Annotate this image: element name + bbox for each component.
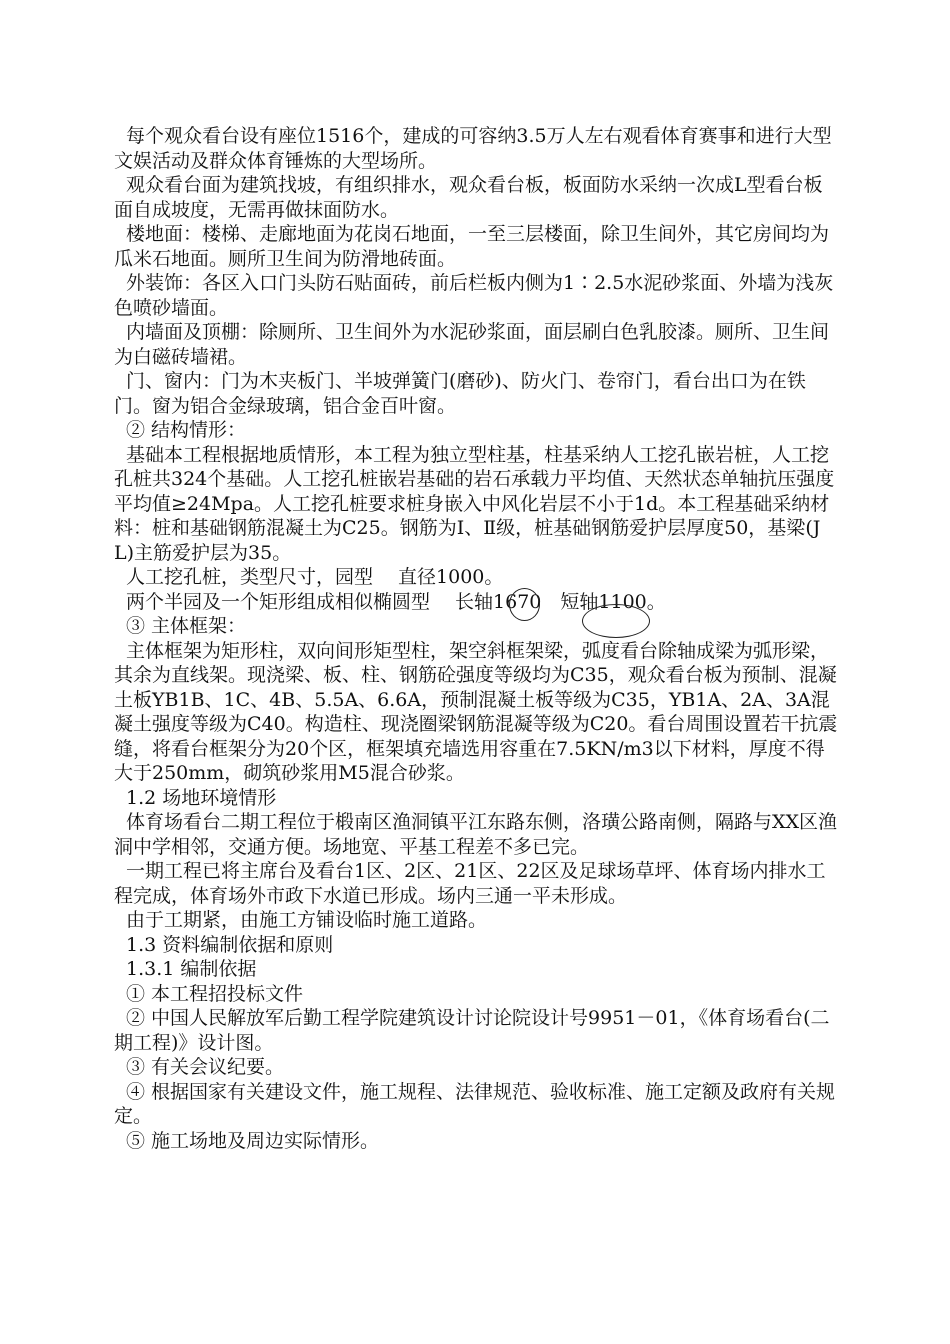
paragraph-seating: 每个观众看台设有座位1516个，建成的可容纳3.5万人左右观看体育赛事和进行大型文娱活动及群众体育锤炼的大型场所。: [114, 125, 832, 172]
paragraph-phase-one: 一期工程已将主席台及看台1区、2区、21区、22区及足球场草坪、体育场内排水工程完成，体育场外市政下水道已形成。场内三通一平未形成。: [114, 860, 826, 907]
heading-main-frame: ③ 主体框架：: [126, 615, 247, 637]
paragraph-site-location: 体育场看台二期工程位于椴南区渔洞镇平江东路东侧，洛璜公路南侧，隔路与XX区渔洞中学相邻，交通方便。场地宽、平基工程差不多已完。: [114, 811, 838, 858]
document-body: [114, 124, 839, 1153]
paragraph-pile-round: 人工挖孔桩，类型尺寸，园型 直径1000。: [126, 566, 504, 588]
list-item-design-drawings: ② 中国人民解放军后勤工程学院建筑设计讨论院设计号9951－01，《体育场看台(二期工程)》设计图。: [114, 1007, 830, 1054]
paragraph-main-frame: 主体框架为矩形柱，双向间形矩型柱，架空斜框架梁，弧度看台除轴成梁为弧形梁，其余为直线架。现浇梁、板、柱、钢筋砼强度等级均为C35，观众看台板为预制、混凝土板YB1B、1C、4B、5.5A、6.6A，预制混凝土板等级为C35，YB1A、2A、3A混凝土强度等级为C40。构造柱、现浇圈梁钢筋混凝等级为C20。看台周围设置若干抗震缝，将看台框架分为20个区，框架填充墙选用容重在7.5KN/m3以下材料，厚度不得大于250mm，砌筑砂浆用M5混合砂浆。: [114, 639, 838, 784]
paragraph-exterior-finish: 外装饰：各区入口门头防石贴面砖，前后栏板内侧为1∶2.5水泥砂浆面、外墙为浅灰色喷砂墙面。: [114, 272, 834, 319]
round-pile-outline-shape: [509, 588, 540, 621]
paragraph-pile-oval: 两个半园及一个矩形组成相似椭圆型 长轴1670 短轴1100。: [126, 590, 666, 613]
heading-compilation-basis: 1.3 资料编制依据和原则: [126, 933, 334, 956]
paragraph-floor: 楼地面：楼梯、走廊地面为花岗石地面，一至三层楼面，除卫生间外，其它房间均为瓜米石地面。厕所卫生间为防滑地砖面。: [114, 223, 830, 270]
list-item-site-conditions: ⑤ 施工场地及周边实际情形。: [126, 1129, 380, 1152]
paragraph-stand-surface: 观众看台面为建筑找坡，有组织排水，观众看台板，板面防水采纳一次成L型看台板面自成坡度，无需再做抹面防水。: [114, 174, 823, 221]
heading-basis: 1.3.1 编制依据: [126, 958, 257, 980]
list-item-bidding: ① 本工程招投标文件: [126, 982, 304, 1005]
paragraph-interior-finish: 内墙面及顶棚：除厕所、卫生间外为水泥砂浆面，面层刷白色乳胶漆。厕所、卫生间为白磁砖墙裙。: [114, 321, 830, 368]
paragraph-doors-windows: 门、窗内：门为木夹板门、半坡弹簧门(磨砂)、防火门、卷帘门，看台出口为在铁门。窗为铝合金绿玻璃，铝合金百叶窗。: [114, 370, 806, 417]
heading-structure: ② 结构情形：: [126, 419, 247, 441]
paragraph-temp-road: 由于工期紧，由施工方铺设临时施工道路。: [126, 909, 488, 931]
list-item-regulations: ④ 根据国家有关建设文件，施工规程、法律规范、验收标准、施工定额及政府有关规定。: [114, 1080, 836, 1127]
paragraph-foundation: 基础本工程根据地质情形，本工程为独立型柱基，柱基采纳人工挖孔嵌岩桩，人工挖孔桩共324个基础。人工挖孔桩嵌岩基础的岩石承载力平均值、天然状态单轴抗压强度平均值≥24Mpa。人工挖孔桩要求桩身嵌入中风化岩层不小于1d。本工程基础采纳材料：桩和基础钢筋混凝土为C25。钢筋为Ⅰ、Ⅱ级，桩基础钢筋爱护层厚度50，基梁(JL)主筋爱护层为35。: [114, 443, 835, 564]
list-item-meeting-minutes: ③ 有关会议纪要。: [126, 1056, 285, 1078]
heading-site-environment: 1.2 场地环境情形: [126, 786, 277, 809]
oval-pile-outline-shape: [582, 604, 650, 638]
